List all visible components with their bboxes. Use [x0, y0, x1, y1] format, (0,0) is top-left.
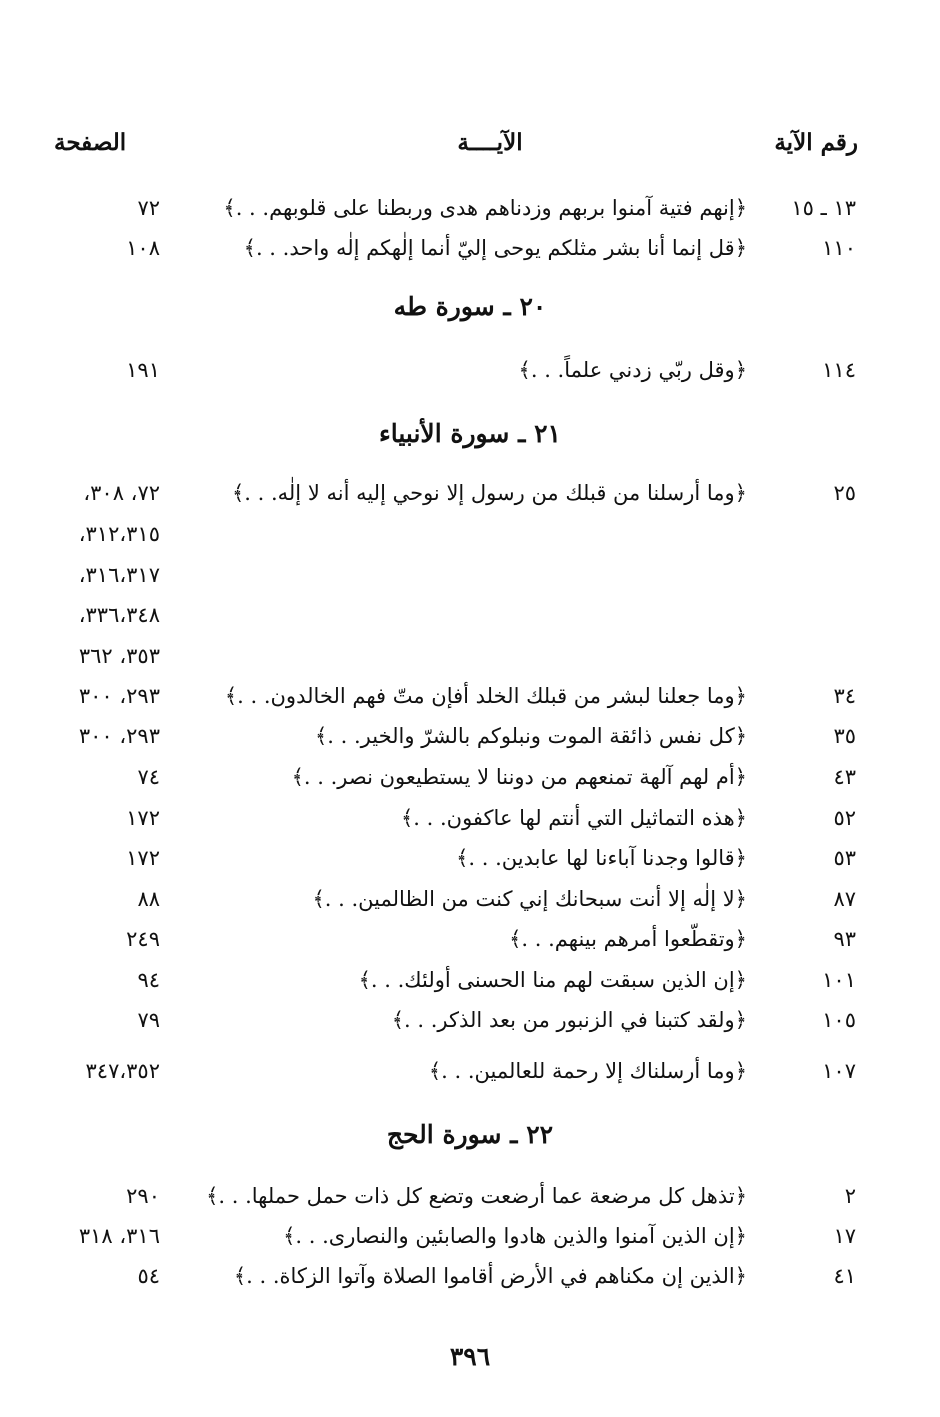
verse-number: ٥٣	[833, 846, 856, 870]
verse-header: الآيــــة	[457, 129, 523, 156]
verse-text: ﴿ولقد كتبنا في الزنبور من بعد الذكر. . .﴾	[391, 1008, 747, 1032]
verse-text: ﴿تذهل كل مرضعة عما أرضعت وتضع كل ذات حمل حملها. . .﴾	[206, 1184, 747, 1208]
page-ref: ٥٤	[137, 1264, 160, 1288]
table-row	[0, 718, 940, 754]
verse-number: ٨٧	[833, 887, 856, 911]
verse-number: ٣٤	[833, 684, 856, 708]
table-row	[0, 1178, 940, 1214]
table-row	[0, 921, 940, 957]
page-ref: ٢٩٠	[126, 1184, 160, 1208]
page-ref: ٩٤	[137, 968, 160, 992]
table-row	[0, 1053, 940, 1089]
verse-text: ﴿إن الذين سبقت لهم منا الحسنى أولئك. . .﴾	[358, 968, 747, 992]
page-ref: ١٧٢	[126, 806, 160, 830]
verse-number: ١٠٧	[822, 1059, 856, 1083]
verse-number: ٣٥	[833, 724, 856, 748]
page-ref: ٧٢، ٣٠٨،	[83, 481, 160, 505]
table-row	[0, 475, 940, 511]
verse-number: ٩٣	[833, 927, 856, 951]
verse-number: ٤٣	[833, 765, 856, 789]
surah-heading: ٢٠ ـ سورة طه	[393, 292, 547, 321]
page-ref-continuation: ٣١٦،٣١٧،	[78, 563, 160, 587]
page-ref: ١٧٢	[126, 846, 160, 870]
verse-number: ٥٢	[833, 806, 856, 830]
page-ref-continuation: ٣١٢،٣١٥،	[78, 522, 160, 546]
verse-number: ١٠١	[822, 968, 856, 992]
verse-text: ﴿لا إلٰه إلا أنت سبحانك إني كنت من الظالمين. . .﴾	[312, 887, 747, 911]
verse-text: ﴿كل نفس ذائقة الموت ونبلوكم بالشرّ والخير. . .﴾	[315, 724, 747, 748]
table-row	[0, 800, 940, 836]
page-ref: ٢٩٣، ٣٠٠	[78, 724, 160, 748]
verse-text: ﴿وما أرسلناك إلا رحمة للعالمين. . .﴾	[428, 1059, 747, 1083]
verse-text: ﴿وقل ربّي زدني علماً. . .﴾	[518, 358, 747, 382]
verse-number-header: رقم الآية	[774, 129, 858, 156]
verse-number: ٤١	[833, 1264, 856, 1288]
table-row	[0, 230, 940, 266]
table-row	[0, 840, 940, 876]
verse-number: ١٠٥	[822, 1008, 856, 1032]
page-ref: ٢٩٣، ٣٠٠	[78, 684, 160, 708]
page-ref: ٨٨	[137, 887, 160, 911]
verse-number: ١١٠	[822, 236, 856, 260]
table-row	[0, 190, 940, 226]
verse-text: ﴿هذه التماثيل التي أنتم لها عاكفون. . .﴾	[400, 806, 747, 830]
page-ref: ٧٢	[137, 196, 160, 220]
verse-text: ﴿إنهم فتية آمنوا بربهم وزدناهم هدى وربطنا على قلوبهم. . .﴾	[223, 196, 747, 220]
table-row	[0, 881, 940, 917]
surah-heading: ٢١ ـ سورة الأنبياء	[379, 419, 561, 448]
surah-heading: ٢٢ ـ سورة الحج	[386, 1120, 554, 1149]
verse-text: ﴿إن الذين آمنوا والذين هادوا والصابئين والنصارى. . .﴾	[283, 1224, 747, 1248]
table-row	[0, 1258, 940, 1294]
page-ref: ٧٩	[137, 1008, 160, 1032]
verse-number: ١٣ ـ ١٥	[791, 196, 856, 220]
page-ref-continuation: ٣٥٣، ٣٦٢	[78, 644, 160, 668]
table-row	[0, 962, 940, 998]
page-ref: ١٩١	[126, 358, 160, 382]
table-row	[0, 352, 940, 388]
page-header: الصفحة	[54, 129, 127, 156]
verse-text: ﴿أم لهم آلهة تمنعهم من دوننا لا يستطيعون نصر. . .﴾	[291, 765, 747, 789]
table-row	[0, 678, 940, 714]
verse-number: ٢	[844, 1184, 856, 1208]
verse-text: ﴿الذين إن مكناهم في الأرض أقاموا الصلاة وآتوا الزكاة. . .﴾	[233, 1264, 747, 1288]
verse-text: ﴿وما أرسلنا من قبلك من رسول إلا نوحي إليه أنه لا إلٰه. . .﴾	[231, 481, 747, 505]
verse-number: ١٧	[833, 1224, 856, 1248]
verse-text: ﴿وما جعلنا لبشر من قبلك الخلد أفإن متّ فهم الخالدون. . .﴾	[224, 684, 747, 708]
page-ref: ٣٤٧،٣٥٢	[85, 1059, 160, 1083]
page-number: ٣٩٦	[449, 1342, 491, 1371]
verse-text: ﴿وتقطّعوا أمرهم بينهم. . .﴾	[509, 927, 747, 951]
page-ref: ١٠٨	[126, 236, 160, 260]
verse-text: ﴿قل إنما أنا بشر مثلكم يوحى إليّ أنما إلٰهكم إلٰه واحد. . .﴾	[243, 236, 747, 260]
page-ref: ٢٤٩	[126, 927, 160, 951]
verse-number: ٢٥	[833, 481, 856, 505]
page-ref: ٧٤	[137, 765, 160, 789]
page-ref: ٣١٦، ٣١٨	[78, 1224, 160, 1248]
verse-number: ١١٤	[822, 358, 856, 382]
page-ref-continuation: ٣٣٦،٣٤٨،	[78, 603, 160, 627]
table-row	[0, 1002, 940, 1038]
verse-text: ﴿قالوا وجدنا آباءنا لها عابدين. . .﴾	[456, 846, 747, 870]
table-row	[0, 759, 940, 795]
table-row	[0, 1218, 940, 1254]
